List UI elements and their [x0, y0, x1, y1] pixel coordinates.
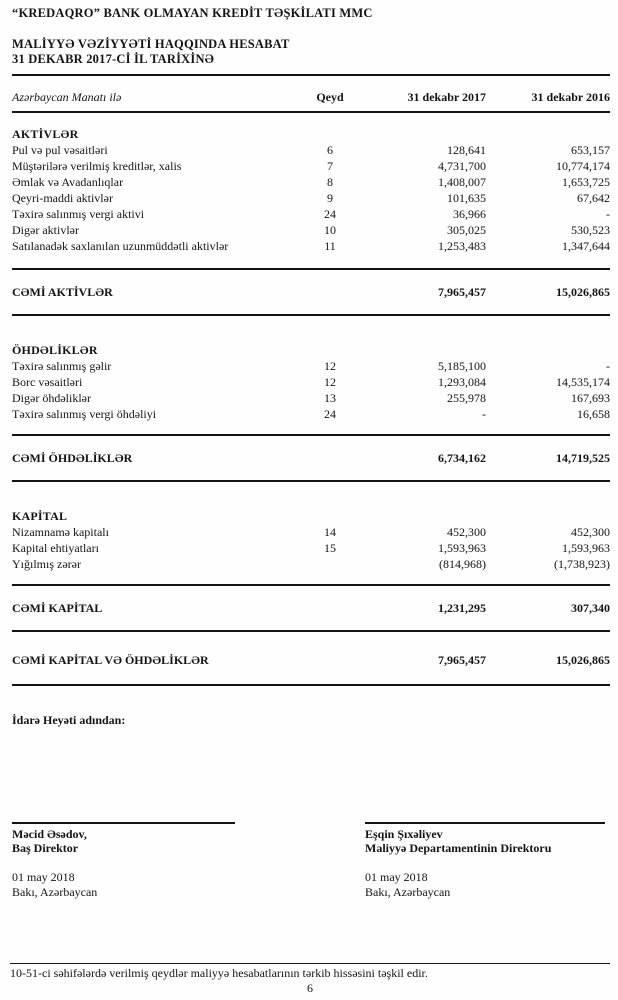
- total-value-2016: 307,340: [571, 601, 610, 615]
- company-name: “KREDAQRO” BANK OLMAYAN KREDİT TƏŞKİLATI MMC: [12, 6, 373, 20]
- statement-title: [12, 37, 610, 67]
- row-value-2017: 305,025: [447, 223, 486, 237]
- table-row: [12, 556, 610, 572]
- row-value-2016: 530,523: [571, 223, 610, 237]
- grand-total-label: CƏMİ KAPİTAL VƏ ÖHDƏLİKLƏR: [12, 653, 209, 667]
- row-note: [302, 556, 358, 572]
- table-row: [12, 174, 610, 190]
- row-value-2017: 452,300: [447, 525, 486, 539]
- grand-total-value-2017: 7,965,457: [438, 653, 486, 667]
- signature-block-left: [12, 822, 235, 900]
- total-row-assets: [12, 268, 610, 316]
- col-header-qeyd: Qeyd: [316, 90, 344, 104]
- row-value-2017: 1,293,084: [438, 375, 486, 389]
- row-value-2017: -: [482, 407, 486, 421]
- row-value-2017: (814,968): [439, 557, 486, 571]
- signatory-title: Maliyyə Departamentinin Direktoru: [365, 841, 552, 855]
- table-row: [12, 142, 610, 158]
- row-label: Digər aktivlər: [12, 223, 79, 237]
- row-note: 12: [324, 359, 336, 373]
- row-value-2016: 1,347,644: [562, 239, 610, 253]
- col-header-2016: 31 dekabr 2016: [531, 90, 610, 104]
- row-label: Pul və pul vəsaitləri: [12, 143, 108, 157]
- row-label: Təxirə salınmış vergi aktivi: [12, 207, 145, 221]
- total-value-2017: 7,965,457: [438, 285, 486, 299]
- statement-title-line1: MALİYYƏ VƏZİYYƏTİ HAQQINDA HESABAT: [12, 37, 290, 51]
- row-label: Digər öhdəliklər: [12, 391, 91, 405]
- row-value-2016: 167,693: [571, 391, 610, 405]
- row-value-2016: (1,738,923): [554, 557, 610, 571]
- row-label: Qeyri-maddi aktivlər: [12, 191, 113, 205]
- row-note: 15: [324, 541, 336, 555]
- row-note: 9: [327, 191, 333, 205]
- sign-location: Bakı, Azərbaycan: [365, 885, 451, 899]
- sign-date: 01 may 2018: [12, 870, 75, 884]
- total-row-equity: [12, 584, 610, 632]
- signatory-name: Eşqin Şıxəliyev: [365, 827, 443, 841]
- grand-total-note-empty: [302, 652, 358, 668]
- row-value-2017: 36,966: [453, 207, 486, 221]
- row-value-2017: 1,408,007: [438, 175, 486, 189]
- signature-meta: [365, 870, 605, 900]
- row-value-2017: 101,635: [447, 191, 486, 205]
- total-label: CƏMİ AKTİVLƏR: [12, 285, 113, 299]
- row-note: 7: [327, 159, 333, 173]
- row-note: 6: [327, 143, 333, 157]
- row-label: Təxirə salınmış vergi öhdəliyi: [12, 407, 157, 421]
- row-value-2017: 1,593,963: [438, 541, 486, 555]
- row-note: 10: [324, 223, 336, 237]
- table-row: [12, 358, 610, 374]
- col-header-2017: 31 dekabr 2017: [407, 90, 486, 104]
- total-note-empty: [302, 450, 358, 466]
- row-note: 11: [324, 239, 336, 253]
- signature-section: [12, 822, 610, 900]
- row-value-2017: 1,253,483: [438, 239, 486, 253]
- row-value-2017: 4,731,700: [438, 159, 486, 173]
- signature-line: [365, 822, 605, 824]
- row-note: 24: [324, 207, 336, 221]
- sign-date: 01 may 2018: [365, 870, 428, 884]
- row-value-2016: 67,642: [577, 191, 610, 205]
- row-label: Kapital ehtiyatları: [12, 541, 99, 555]
- row-note: 14: [324, 525, 336, 539]
- row-value-2016: 16,658: [577, 407, 610, 421]
- total-label: CƏMİ ÖHDƏLİKLƏR: [12, 451, 133, 465]
- signoff-heading: İdarə Heyəti adından:: [12, 713, 126, 727]
- table-row: [12, 238, 610, 254]
- row-note: 12: [324, 375, 336, 389]
- currency-note: Azərbaycan Manatı ilə: [12, 90, 122, 104]
- section-heading-liabilities: ÖHDƏLİKLƏR: [12, 343, 98, 357]
- row-label: Əmlak və Avadanlıqlar: [12, 175, 124, 189]
- row-label: Yığılmış zərər: [12, 557, 81, 571]
- row-value-2016: 452,300: [571, 525, 610, 539]
- row-note: 24: [324, 407, 336, 421]
- section-heading-assets: AKTİVLƏR: [12, 127, 79, 141]
- row-note: 13: [324, 391, 336, 405]
- row-label: Nizamnamə kapitalı: [12, 525, 109, 539]
- page-number: 6: [307, 981, 313, 995]
- footer-note: 10-51-ci səhifələrdə verilmiş qeydlər maliyyə hesabatlarının tərkib hissəsini təşkil edir.: [10, 966, 428, 980]
- row-value-2016: 1,593,963: [562, 541, 610, 555]
- row-value-2016: 1,653,725: [562, 175, 610, 189]
- table-row: [12, 206, 610, 222]
- table-row: [12, 158, 610, 174]
- sign-location: Bakı, Azərbaycan: [12, 885, 98, 899]
- row-label: Müştərilərə verilmiş kreditlər, xalis: [12, 159, 182, 173]
- total-value-2016: 14,719,525: [556, 451, 610, 465]
- total-note-empty: [302, 600, 358, 616]
- table-header-row: [12, 89, 610, 113]
- total-value-2017: 1,231,295: [438, 601, 486, 615]
- row-value-2016: -: [606, 207, 610, 221]
- table-row: [12, 374, 610, 390]
- grand-total-row: [12, 632, 610, 686]
- signatory-title: Baş Direktor: [12, 841, 79, 855]
- signature-block-right: [365, 822, 605, 900]
- table-row: [12, 406, 610, 422]
- row-note: 8: [327, 175, 333, 189]
- table-row: [12, 390, 610, 406]
- grand-total-value-2016: 15,026,865: [556, 653, 610, 667]
- signature-line: [12, 822, 235, 824]
- total-note-empty: [302, 284, 358, 300]
- signatory-name: Məcid Əsədov,: [12, 827, 87, 841]
- row-label: Satılanadək saxlanılan uzunmüddətli aktivlər: [12, 239, 229, 253]
- row-label: Təxirə salınmış gəlir: [12, 359, 112, 373]
- page-footer: [10, 963, 610, 996]
- total-value-2016: 15,026,865: [556, 285, 610, 299]
- table-row: [12, 190, 610, 206]
- row-value-2017: 5,185,100: [438, 359, 486, 373]
- signature-meta: [12, 870, 235, 900]
- title-divider: [12, 74, 610, 76]
- total-row-liabilities: [12, 434, 610, 482]
- row-value-2017: 255,978: [447, 391, 486, 405]
- table-row: [12, 222, 610, 238]
- table-row: [12, 540, 610, 556]
- total-label: CƏMİ KAPİTAL: [12, 601, 103, 615]
- row-value-2017: 128,641: [447, 143, 486, 157]
- row-value-2016: 14,535,174: [556, 375, 610, 389]
- row-label: Borc vəsaitləri: [12, 375, 83, 389]
- row-value-2016: 10,774,174: [556, 159, 610, 173]
- row-value-2016: 653,157: [571, 143, 610, 157]
- total-value-2017: 6,734,162: [438, 451, 486, 465]
- statement-title-line2: 31 DEKABR 2017-Cİ İL TARİXİNƏ: [12, 52, 215, 66]
- table-row: [12, 524, 610, 540]
- section-heading-equity: KAPİTAL: [12, 509, 68, 523]
- row-value-2016: -: [606, 359, 610, 373]
